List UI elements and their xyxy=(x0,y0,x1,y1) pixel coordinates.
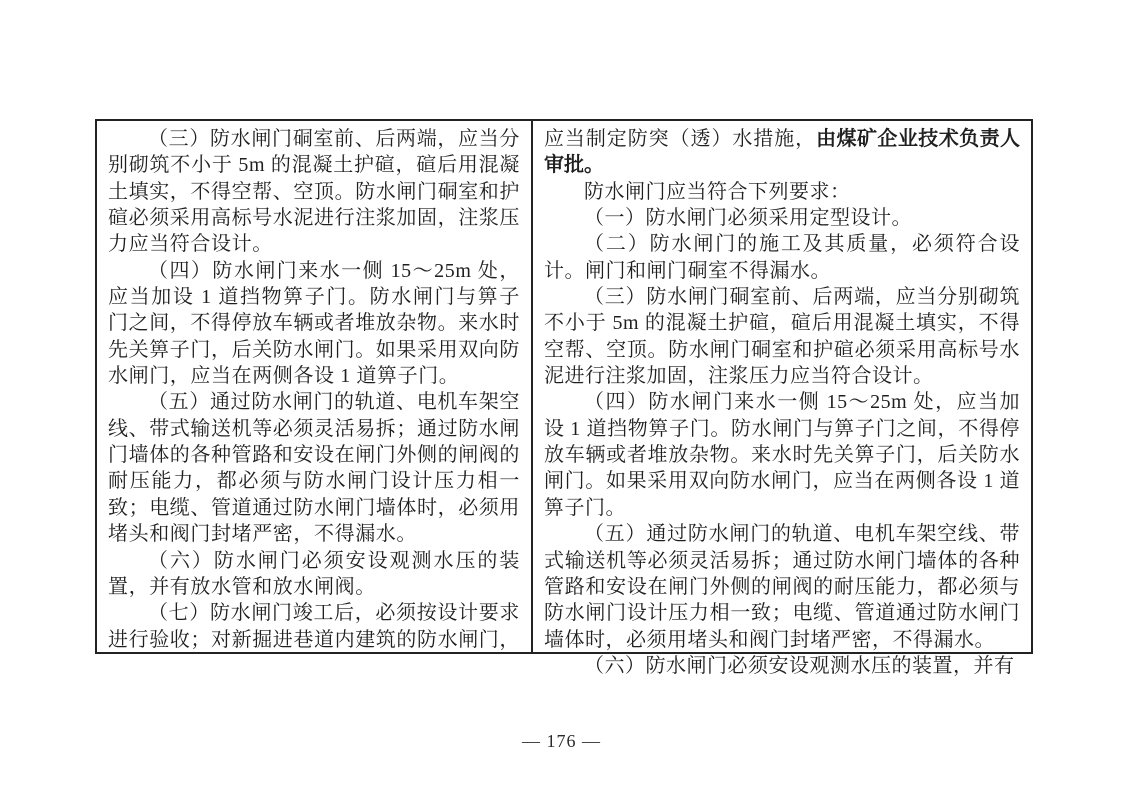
right-clause-3: （三）防水闸门硐室前、后两端，应当分别砌筑不小于 5m 的混凝土护碹，碹后用混凝土填实，不得空帮、空顶。防水闸门硐室和护碹必须采用高标号水泥进行注浆加固，注浆压力应当符合设计。 xyxy=(544,286,1020,388)
left-clause-4: （四）防水闸门来水一侧 15～25m 处，应当加设 1 道挡物箅子门。防水闸门与箅子门之间，不得停放车辆或者堆放杂物。来水时先关箅子门，后关防水闸门。如果采用双向防水闸门，应当在两侧各设 1 道箅子门。 xyxy=(108,259,520,388)
continuation-bold-text: 由煤矿企业技术负责人审批。 xyxy=(544,128,1021,177)
left-clause-6: （六）防水闸门必须安设观测水压的装置，并有放水管和放水闸阀。 xyxy=(108,549,520,598)
right-clause-5: （五）通过防水闸门的轨道、电机车架空线、带式输送机等必须灵活易拆；通过防水闸门墙体的各种管路和安设在闸门外侧的闸阀的耐压能力，都必须与防水闸门设计压力相一致；电缆、管道通过防水闸门墙体时，必须用堵头和阀门封堵严密，不得漏水。 xyxy=(544,523,1020,651)
right-clause-2: （二）防水闸门的施工及其质量，必须符合设计。闸门和闸门硐室不得漏水。 xyxy=(544,233,1020,282)
left-column xyxy=(97,121,533,652)
right-column xyxy=(533,121,1031,677)
footer-page-number: — 176 — xyxy=(522,731,601,751)
left-clause-3: （三）防水闸门硐室前、后两端，应当分别砌筑不小于 5m 的混凝土护碹，碹后用混凝土填实，不得空帮、空顶。防水闸门硐室和护碹必须采用高标号水泥进行注浆加固，注浆压力应当符合设计。 xyxy=(108,128,520,256)
right-clause-4: （四）防水闸门来水一侧 15～25m 处，应当加设 1 道挡物箅子门。防水闸门与箅子门之间，不得停放车辆或者堆放杂物。来水时先关箅子门，后关防水闸门。如果采用双向防水闸门，应当在两侧各设 1 道箅子门。 xyxy=(544,391,1020,519)
right-intro-paragraph: 防水闸门应当符合下列要求： xyxy=(584,180,851,203)
continuation-normal-text: 应当制定防突（透）水措施， xyxy=(544,128,817,150)
left-clause-5: （五）通过防水闸门的轨道、电机车架空线、带式输送机等必须灵活易拆；通过防水闸门墙体的各种管路和安设在闸门外侧的闸阀的耐压能力，都必须与防水闸门设计压力相一致；电缆、管道通过防水闸门墙体时，必须用堵头和阀门封堵严密，不得漏水。 xyxy=(108,391,520,546)
right-clause-1: （一）防水闸门必须采用定型设计。 xyxy=(584,207,912,230)
right-clause-6: （六）防水闸门必须安设观测水压的装置，并有 xyxy=(584,654,1015,677)
left-clause-7: （七）防水闸门竣工后，必须按设计要求进行验收；对新掘进巷道内建筑的防水闸门， xyxy=(108,602,520,651)
right-continuation-paragraph xyxy=(544,126,1020,179)
regulation-comparison-table xyxy=(95,119,1033,677)
